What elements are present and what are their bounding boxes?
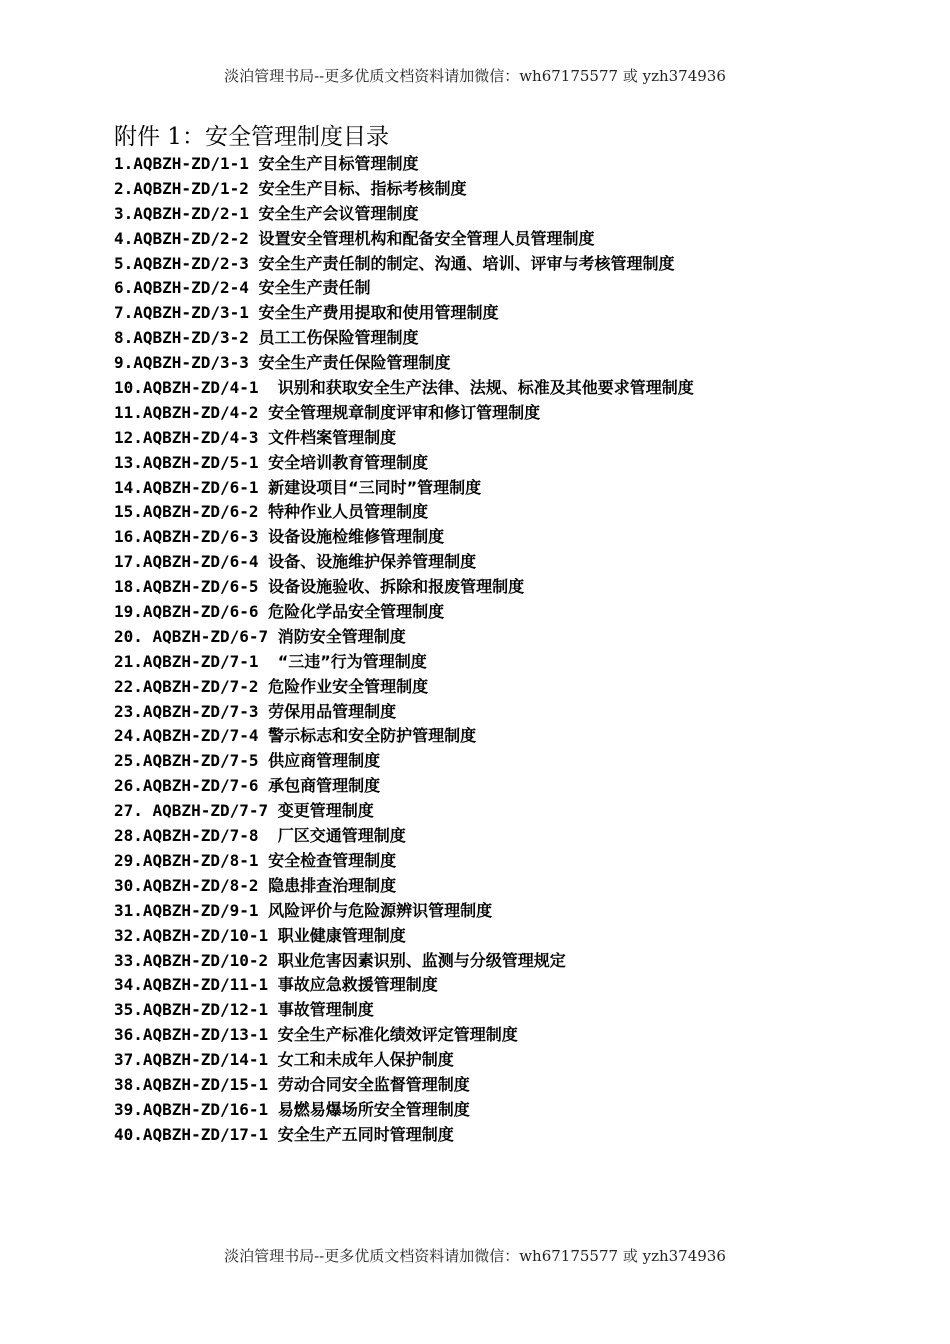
regulation-name: 供应商管理制度	[268, 751, 381, 771]
regulation-name: 安全生产五同时管理制度	[277, 1124, 454, 1144]
regulation-name: 风险评价与危险源辨识管理制度	[268, 900, 493, 920]
regulation-list	[114, 152, 914, 1148]
regulation-name: 文件档案管理制度	[268, 427, 397, 447]
regulation-name: 安全培训教育管理制度	[268, 452, 429, 472]
regulation-code: 16.AQBZH-ZD/6-3	[114, 527, 269, 547]
regulation-name: 安全生产标准化绩效评定管理制度	[277, 1025, 518, 1045]
list-item	[114, 476, 914, 501]
regulation-code: 13.AQBZH-ZD/5-1	[114, 452, 269, 472]
list-item	[114, 525, 914, 550]
regulation-name: 设备设施验收、拆除和报废管理制度	[268, 577, 525, 597]
page-footer: 淡泊管理书局--更多优质文档资料请加微信：wh67175577 或 yzh374936	[224, 1247, 726, 1265]
regulation-name: 女工和未成年人保护制度	[277, 1050, 454, 1070]
list-item	[114, 774, 914, 799]
regulation-code: 40.AQBZH-ZD/17-1	[114, 1124, 278, 1144]
list-item	[114, 1073, 914, 1098]
regulation-code: 1.AQBZH-ZD/1-1	[114, 154, 259, 173]
list-item	[114, 376, 914, 401]
regulation-name: 厂区交通管理制度	[277, 826, 406, 846]
regulation-name: 职业危害因素识别、监测与分级管理规定	[277, 950, 566, 970]
list-item	[114, 1023, 914, 1048]
regulation-code: 4.AQBZH-ZD/2-2	[114, 228, 259, 248]
list-item	[114, 849, 914, 874]
regulation-code: 34.AQBZH-ZD/11-1	[114, 975, 278, 995]
list-item	[114, 1123, 914, 1148]
regulation-name: 隐患排查治理制度	[268, 875, 397, 895]
regulation-name: 安全生产目标、指标考核制度	[258, 178, 467, 198]
regulation-name: 安全生产费用提取和使用管理制度	[258, 303, 499, 323]
regulation-name: 变更管理制度	[277, 801, 374, 821]
regulation-code: 19.AQBZH-ZD/6-6	[114, 602, 269, 622]
regulation-name: 安全生产责任保险管理制度	[258, 353, 451, 373]
regulation-code: 35.AQBZH-ZD/12-1	[114, 1000, 278, 1020]
list-item	[114, 550, 914, 575]
list-item	[114, 749, 914, 774]
regulation-name: 劳动合同安全监督管理制度	[277, 1074, 470, 1094]
list-item	[114, 500, 914, 525]
regulation-code: 18.AQBZH-ZD/6-5	[114, 577, 269, 597]
regulation-name: 事故应急救援管理制度	[277, 975, 438, 995]
list-item	[114, 924, 914, 949]
list-item	[114, 700, 914, 725]
regulation-name: 设备、设施维护保养管理制度	[268, 552, 477, 572]
list-item	[114, 451, 914, 476]
regulation-code: 3.AQBZH-ZD/2-1	[114, 203, 259, 223]
list-item	[114, 899, 914, 924]
regulation-code: 11.AQBZH-ZD/4-2	[114, 402, 269, 422]
regulation-name: 危险化学品安全管理制度	[268, 602, 445, 622]
regulation-code: 20. AQBZH-ZD/6-7	[114, 626, 278, 646]
regulation-name: “三违”行为管理制度	[277, 651, 427, 671]
regulation-code: 5.AQBZH-ZD/2-3	[114, 253, 259, 273]
regulation-code: 23.AQBZH-ZD/7-3	[114, 701, 269, 721]
regulation-name: 安全生产责任制	[258, 278, 371, 298]
regulation-code: 21.AQBZH-ZD/7-1	[114, 651, 278, 671]
list-item	[114, 949, 914, 974]
regulation-name: 员工工伤保险管理制度	[258, 328, 419, 348]
regulation-name: 安全管理规章制度评审和修订管理制度	[268, 402, 541, 422]
regulation-code: 14.AQBZH-ZD/6-1	[114, 477, 269, 497]
regulation-name: 事故管理制度	[277, 1000, 374, 1020]
list-item	[114, 998, 914, 1023]
list-item	[114, 177, 914, 202]
list-item	[114, 973, 914, 998]
regulation-code: 17.AQBZH-ZD/6-4	[114, 552, 269, 572]
list-item	[114, 1098, 914, 1123]
document-title: 附件 1：安全管理制度目录	[114, 124, 389, 150]
list-item	[114, 276, 914, 301]
regulation-code: 24.AQBZH-ZD/7-4	[114, 726, 269, 746]
list-item	[114, 1048, 914, 1073]
list-item	[114, 799, 914, 824]
list-item	[114, 675, 914, 700]
list-item	[114, 650, 914, 675]
list-item	[114, 824, 914, 849]
regulation-code: 22.AQBZH-ZD/7-2	[114, 676, 269, 696]
regulation-name: 安全生产会议管理制度	[258, 203, 419, 223]
list-item	[114, 351, 914, 376]
regulation-code: 8.AQBZH-ZD/3-2	[114, 328, 259, 348]
list-item	[114, 426, 914, 451]
regulation-name: 安全生产目标管理制度	[258, 154, 419, 173]
list-item	[114, 724, 914, 749]
list-item	[114, 252, 914, 277]
regulation-code: 32.AQBZH-ZD/10-1	[114, 925, 278, 945]
list-item	[114, 625, 914, 650]
page-header: 淡泊管理书局--更多优质文档资料请加微信：wh67175577 或 yzh374936	[224, 67, 726, 85]
list-item	[114, 600, 914, 625]
regulation-name: 劳保用品管理制度	[268, 701, 397, 721]
regulation-name: 安全检查管理制度	[268, 850, 397, 870]
regulation-name: 危险作业安全管理制度	[268, 676, 429, 696]
regulation-code: 33.AQBZH-ZD/10-2	[114, 950, 278, 970]
list-item	[114, 202, 914, 227]
regulation-code: 36.AQBZH-ZD/13-1	[114, 1025, 278, 1045]
regulation-name: 承包商管理制度	[268, 776, 381, 796]
regulation-code: 38.AQBZH-ZD/15-1	[114, 1074, 278, 1094]
list-item	[114, 326, 914, 351]
regulation-name: 特种作业人员管理制度	[268, 502, 429, 522]
regulation-code: 25.AQBZH-ZD/7-5	[114, 751, 269, 771]
list-item	[114, 575, 914, 600]
list-item	[114, 874, 914, 899]
regulation-code: 29.AQBZH-ZD/8-1	[114, 850, 269, 870]
regulation-code: 26.AQBZH-ZD/7-6	[114, 776, 269, 796]
regulation-code: 10.AQBZH-ZD/4-1	[114, 378, 278, 398]
regulation-name: 新建设项目“三同时”管理制度	[268, 477, 482, 497]
regulation-name: 消防安全管理制度	[277, 626, 406, 646]
regulation-code: 37.AQBZH-ZD/14-1	[114, 1050, 278, 1070]
regulation-code: 31.AQBZH-ZD/9-1	[114, 900, 269, 920]
list-item	[114, 227, 914, 252]
regulation-name: 易燃易爆场所安全管理制度	[277, 1099, 470, 1119]
regulation-code: 15.AQBZH-ZD/6-2	[114, 502, 269, 522]
regulation-code: 7.AQBZH-ZD/3-1	[114, 303, 259, 323]
list-item	[114, 301, 914, 326]
regulation-code: 9.AQBZH-ZD/3-3	[114, 353, 259, 373]
regulation-name: 设备设施检维修管理制度	[268, 527, 445, 547]
regulation-name: 安全生产责任制的制定、沟通、培训、评审与考核管理制度	[258, 253, 675, 273]
list-item	[114, 152, 914, 177]
regulation-code: 12.AQBZH-ZD/4-3	[114, 427, 269, 447]
regulation-code: 6.AQBZH-ZD/2-4	[114, 278, 259, 298]
regulation-code: 28.AQBZH-ZD/7-8	[114, 826, 278, 846]
regulation-name: 设置安全管理机构和配备安全管理人员管理制度	[258, 228, 595, 248]
regulation-code: 27. AQBZH-ZD/7-7	[114, 801, 278, 821]
regulation-code: 30.AQBZH-ZD/8-2	[114, 875, 269, 895]
regulation-name: 警示标志和安全防护管理制度	[268, 726, 477, 746]
list-item	[114, 401, 914, 426]
regulation-name: 职业健康管理制度	[277, 925, 406, 945]
regulation-name: 识别和获取安全生产法律、法规、标准及其他要求管理制度	[277, 378, 694, 398]
regulation-code: 39.AQBZH-ZD/16-1	[114, 1099, 278, 1119]
regulation-code: 2.AQBZH-ZD/1-2	[114, 178, 259, 198]
document-body	[114, 122, 914, 1148]
